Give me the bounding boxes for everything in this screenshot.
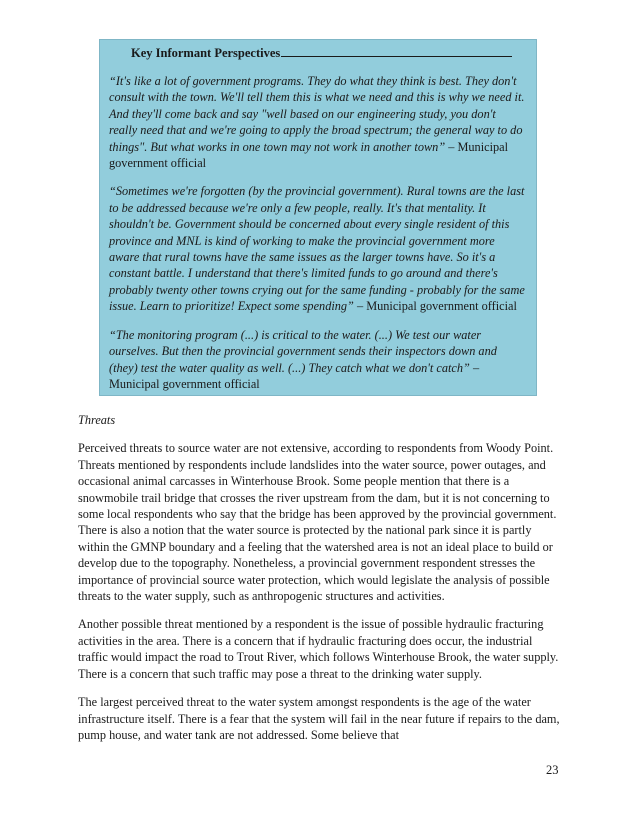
quote-1-attribution: – Municipal government official bbox=[109, 139, 509, 171]
page-number: 23 bbox=[546, 763, 559, 777]
quote-3 bbox=[109, 327, 526, 393]
callout-title-rule bbox=[281, 56, 512, 57]
quote-2-attribution: – Municipal government official bbox=[353, 299, 517, 314]
quote-2 bbox=[109, 183, 526, 314]
key-informant-callout bbox=[99, 39, 537, 396]
callout-title bbox=[131, 45, 526, 61]
quote-3-attribution: – Municipal government official bbox=[109, 360, 480, 391]
quote-2-text: “Sometimes we're forgotten (by the provincial government). Rural towns are the last to be addressed because we're only a few people, really. It's that mentality. It shouldn't be. Government should be concerned about every single resident of this province and MNL is kind of working to make the provincial government more aware that rural towns have the same issues as the larger towns have. So it's a constant battle. I understand that there's limited funds to go around and there's probably twenty other towns crying out for the same funding - probably for the same issue. Learn to prioritize! Expect some spending” bbox=[109, 184, 525, 314]
callout-title-text: Key Informant Perspectives bbox=[131, 46, 281, 60]
paragraph-2: Another possible threat mentioned by a respondent is the issue of possible hydraulic fracturing activities in the area. There is a concern that if hydraulic fracturing does occur, the industrial traffic would impact the road to Trout River, which follows Winterhouse Brook, the water supply. There is a concern that such traffic may pose a threat to the drinking water supply. bbox=[78, 617, 559, 681]
paragraph-3: The largest perceived threat to the water system amongst respondents is the age of the water infrastructure itself. There is a fear that the system will fail in the near future if repairs to the dam, pump house, and water tank are not addressed. Some believe that bbox=[78, 695, 560, 742]
threats-section bbox=[78, 412, 560, 755]
quote-3-text: “The monitoring program (...) is critical to the water. (...) We test our water ourselves. But then the provincial government sends their inspectors down and (they) test the water quality as well. (...) They catch what we don't catch” bbox=[109, 327, 497, 375]
paragraph-1: Perceived threats to source water are not extensive, according to respondents from Woody Point. Threats mentioned by respondents include landslides into the water source, power outages, and occasional animal carcasses in Winterhouse Brook. Some people mention that there is a snowmobile trail bridge that crosses the river upstream from the dam, but it is not concerning to some local respondents who say that the bridge has been approved by the provincial government. There is also a notion that the water source is protected by the national park since it is partly within the GMNP boundary and a feeling that the watershed area is not an ideal place to build or develop due to the topography. Nonetheless, a provincial government respondent stresses the importance of provincial source water protection, which would legislate the analysis of possible threats to the water supply, such as anthropogenic structures and activities. bbox=[78, 441, 557, 604]
quote-1-text: “It's like a lot of government programs. They do what they think is best. They don't consult with the town. We'll tell them this is what we need and this is why we need it. And they'll come back and say "well based on our engineering study, you don't really need that and we're going to apply the broad spectrum; the general way to do things". But what works in one town may not work in another town” bbox=[109, 74, 525, 154]
quote-1 bbox=[109, 73, 526, 171]
section-heading: Threats bbox=[78, 413, 116, 427]
